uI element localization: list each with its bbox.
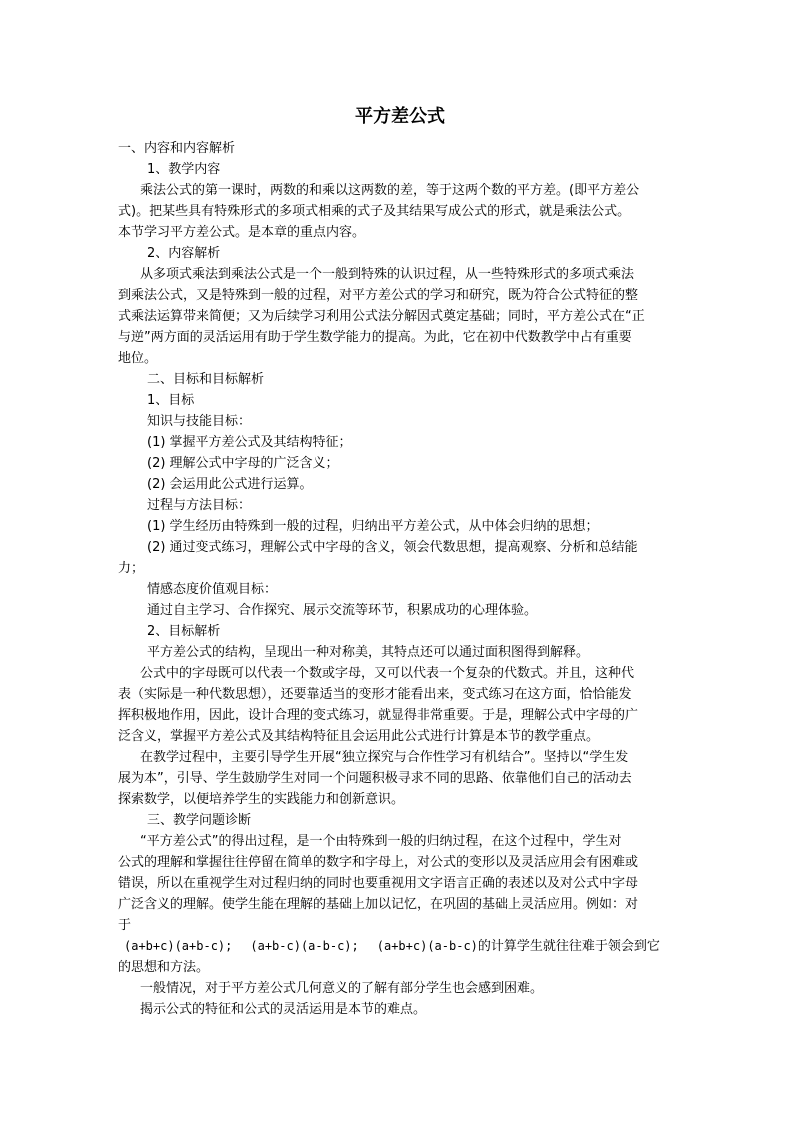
paragraph-line: 揭示公式的特征和公式的灵活运用是本节的难点。 xyxy=(140,1002,427,1017)
paragraph-fragment: 的计算学生就往往难于领会到它 xyxy=(477,939,660,954)
document-page xyxy=(118,104,678,1020)
paragraph-line: 式)。把某些具有特殊形式的多项式相乘的式子及其结果写成公式的形式，就是乘法公式。 xyxy=(118,204,631,219)
goal-item: (1) 掌握平方差公式及其结构特征； xyxy=(147,435,352,450)
paragraph-line: 展为本”，引导、学生鼓励学生对同一个问题积极寻求不同的思路、依靠他们自己的活动去 xyxy=(118,771,632,786)
paragraph-line: 表（实际是一种代数思想），还要靠适当的变形才能看出来，变式练习在这方面，恰恰能发 xyxy=(118,687,632,702)
paragraph-line: 探索数学，以便培养学生的实践能力和创新意识。 xyxy=(118,792,405,807)
paragraph-line: 与逆”两方面的灵活运用有助于学生数学能力的提高。为此，它在初中代数教学中占有重要 xyxy=(118,330,632,345)
paragraph-line: 的思想和方法。 xyxy=(118,960,210,975)
goal-item: (2) 会运用此公式进行运算。 xyxy=(147,477,313,492)
paragraph-line: 于 xyxy=(118,918,132,933)
subsection-heading: 2、内容解析 xyxy=(147,246,221,261)
section-heading-3: 三、教学问题诊断 xyxy=(147,813,252,828)
goal-item: (1) 学生经历由特殊到一般的过程，归纳出平方差公式，从中体会归纳的思想； xyxy=(147,519,599,534)
goal-category-title: 知识与技能目标： xyxy=(147,414,252,429)
subsection-heading: 1、目标 xyxy=(147,393,195,408)
section-heading-2: 二、目标和目标解析 xyxy=(147,372,265,387)
section-heading-1: 一、内容和内容解析 xyxy=(118,141,236,156)
paragraph-line: 平方差公式的结构，呈现出一种对称美，其特点还可以通过面积图得到解释。 xyxy=(147,645,590,660)
paragraph-line: 公式的理解和掌握往往停留在简单的数字和字母上，对公式的变形以及灵活应用会有困难或 xyxy=(118,855,639,870)
paragraph-line: 乘法公式的第一课时，两数的和乘以这两数的差，等于这两个数的平方差。(即平方差公 xyxy=(140,183,640,198)
subsection-heading: 1、教学内容 xyxy=(147,162,221,177)
formula-3: (a+b+c)(a-b-c) xyxy=(376,939,478,953)
goal-item: 通过自主学习、合作探究、展示交流等环节，积累成功的心理体验。 xyxy=(147,603,538,618)
goal-item: (2) 通过变式练习，理解公式中字母的含义，领会代数思想，提高观察、分析和总结能 xyxy=(147,540,638,555)
paragraph-line: 一般情况，对于平方差公式几何意义的了解有部分学生也会感到困难。 xyxy=(140,981,544,996)
paragraph-line: 本节学习平方差公式。是本章的重点内容。 xyxy=(118,225,366,240)
paragraph-line: 地位。 xyxy=(118,351,158,366)
goal-category-title: 过程与方法目标： xyxy=(147,498,252,513)
formula-2: (a+b-c)(a-b-c); xyxy=(250,939,359,953)
paragraph-line: 挥积极地作用，因此，设计合理的变式练习，就显得非常重要。于是，理解公式中字母的广 xyxy=(118,708,639,723)
goal-item-continued: 力； xyxy=(118,561,145,576)
paragraph-line: “平方差公式”的得出过程，是一个由特殊到一般的归纳过程，在这个过程中，学生对 xyxy=(140,834,622,849)
paragraph-line: 在教学过程中，主要引导学生开展“独立探究与合作性学习有机结合”。坚持以“学生发 xyxy=(140,750,629,765)
paragraph-line: 从多项式乘法到乘法公式是一个一般到特殊的认识过程，从一些特殊形式的多项式乘法 xyxy=(140,267,635,282)
document-title: 平方差公式 xyxy=(355,106,445,127)
paragraph-line: 式乘法运算带来简便；又为后续学习利用公式法分解因式奠定基础；同时，平方差公式在“正 xyxy=(118,309,645,324)
subsection-heading: 2、目标解析 xyxy=(147,624,221,639)
paragraph-line: 泛含义，掌握平方差公式及其结构特征且会运用此公式进行计算是本节的教学重点。 xyxy=(118,729,600,744)
paragraph-line: 错误，所以在重视学生对过程归纳的同时也要重视用文字语言正确的表述以及对公式中字母 xyxy=(118,876,639,891)
paragraph-line: 到乘法公式，又是特殊到一般的过程，对平方差公式的学习和研究，既为符合公式特征的整 xyxy=(118,288,639,303)
goal-item: (2) 理解公式中字母的广泛含义； xyxy=(147,456,339,471)
paragraph-line: 广泛含义的理解。使学生能在理解的基础上加以记忆，在巩固的基础上灵活应用。例如：对 xyxy=(118,897,639,912)
paragraph-line: 公式中的字母既可以代表一个数或字母，又可以代表一个复杂的代数式。并且，这种代 xyxy=(140,666,635,681)
goal-category-title: 情感态度价值观目标： xyxy=(147,582,278,597)
formula-1: (a+b+c)(a+b-c); xyxy=(124,939,233,953)
formula-line xyxy=(118,936,678,957)
